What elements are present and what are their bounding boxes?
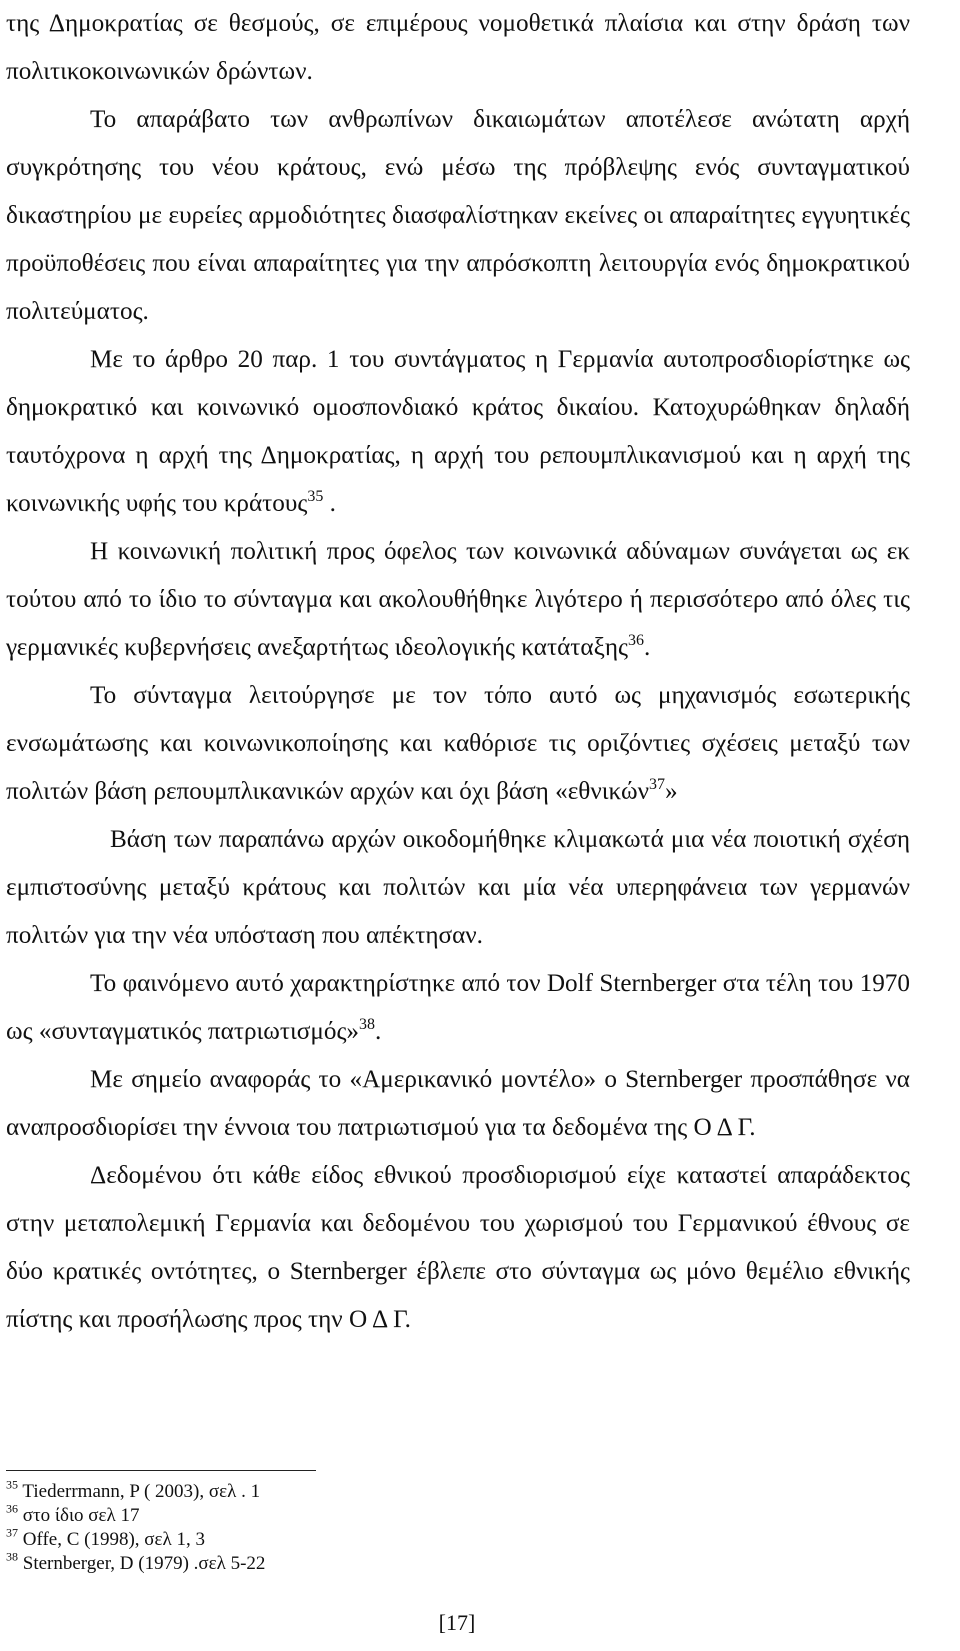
footnote-text: Tiederrmann, P ( 2003), σελ . 1 bbox=[22, 1481, 261, 1502]
paragraph-national-identity: Δεδομένου ότι κάθε είδος εθνικού προσδιορισμού είχε καταστεί απαράδεκτος στην μεταπολεμική Γερμανία και δεδομένου του χωρισμού του Γερμανικού έθνους σε δύο κρατικές οντότητες, ο Sternberger έβλεπε στο σύνταγμα ως μόνο θεμέλιο εθνικής πίστης και προσήλωσης προς την Ο Δ Γ. bbox=[6, 1162, 910, 1333]
footnote-ref-36[interactable]: 36 bbox=[627, 632, 644, 650]
paragraph-continuation: της Δημοκρατίας σε θεσμούς, σε επιμέρους νομοθετικά πλαίσια και στην δράση των πολιτικοκοινωνικών δρώντων. bbox=[6, 10, 910, 85]
footnotes bbox=[6, 1477, 606, 1576]
footnote-ref-37[interactable]: 37 bbox=[648, 776, 665, 794]
paragraph-tail: . bbox=[323, 490, 336, 517]
paragraph-trust-relationship: Βάση των παραπάνω αρχών οικοδομήθηκε κλιμακωτά μια νέα ποιοτική σχέση εμπιστοσύνης μεταξύ κράτους και πολιτών και μία νέα υπερηφάνεια των γερμανών πολιτών για την νέα υπόσταση που απέκτησαν. bbox=[6, 826, 910, 949]
footnote-35 bbox=[6, 1477, 606, 1504]
footnote-ref-38[interactable]: 38 bbox=[359, 1016, 376, 1034]
paragraph-text: Η κοινωνική πολιτική προς όφελος των κοινωνικά αδύναμων συνάγεται ως εκ τούτου από το ίδιο το σύνταγμα και ακολουθήθηκε λιγότερο ή περισσότερο από όλες τις γερμανικές κυβερνήσεις ανεξαρτήτως ιδεολογικής κατάταξης bbox=[6, 538, 910, 661]
footnote-number: 35 bbox=[6, 1477, 18, 1492]
paragraph-tail: . bbox=[375, 1018, 382, 1045]
paragraph-article-20 bbox=[6, 336, 910, 528]
footnote-ref-35[interactable]: 35 bbox=[307, 488, 324, 506]
footnote-36 bbox=[6, 1501, 606, 1528]
paragraph-constitution-mechanism bbox=[6, 672, 910, 816]
paragraph-text: Το σύνταγμα λειτούργησε με τον τόπο αυτό ως μηχανισμός εσωτερικής ενσωμάτωσης και κοινωνικοποίησης και καθόρισε τις οριζόντιες σχέσεις μεταξύ των πολιτών βάση ρεπουμπλικανικών αρχών και όχι βάση «εθνικών bbox=[6, 682, 910, 805]
paragraph-constitutional-patriotism bbox=[6, 960, 910, 1056]
document-body bbox=[6, 0, 910, 1344]
footnote-number: 37 bbox=[6, 1525, 18, 1540]
footnote-number: 36 bbox=[6, 1501, 18, 1516]
footnote-text: Sternberger, D (1979) .σελ 5-22 bbox=[22, 1553, 266, 1574]
paragraph-text: Το φαινόμενο αυτό χαρακτηρίστηκε από τον Dolf Sternberger στα τέλη του 1970 ως «συνταγματικός πατριωτισμός» bbox=[6, 970, 910, 1045]
paragraph-text: Με το άρθρο 20 παρ. 1 του συντάγματος η Γερμανία αυτοπροσδιορίστηκε ως δημοκρατικό και κοινωνικό ομοσπονδιακό κράτος δικαίου. Κατοχυρώθηκαν δηλαδή ταυτόχρονα η αρχή της Δημοκρατίας, η αρχή του ρεπουμπλικανισμού και η αρχή της κοινωνικής υφής του κράτους bbox=[6, 346, 910, 517]
footnote-37 bbox=[6, 1525, 606, 1552]
paragraph-american-model: Με σημείο αναφοράς το «Αμερικανικό μοντέλο» ο Sternberger προσπάθησε να αναπροσδιορίσει την έννοια του πατριωτισμού για τα δεδομένα της Ο Δ Γ. bbox=[6, 1066, 910, 1141]
footnote-38 bbox=[6, 1549, 606, 1576]
paragraph-tail: . bbox=[643, 634, 651, 661]
paragraph-tail: » bbox=[664, 778, 678, 805]
page-number: [17] bbox=[438, 1610, 476, 1635]
footnote-separator bbox=[6, 1470, 316, 1471]
paragraph-human-rights: Το απαράβατο των ανθρωπίνων δικαιωμάτων αποτέλεσε ανώτατη αρχή συγκρότησης του νέου κράτους, ενώ μέσω της πρόβλεψης ενός συνταγματικού δικαστηρίου με ευρείες αρμοδιότητες διασφαλίστηκαν εκείνες οι απαραίτητες εγγυητικές προϋποθέσεις που είναι απαραίτητες για την απρόσκοπτη λειτουργία ενός δημοκρατικού πολιτεύματος. bbox=[6, 106, 910, 325]
footnote-number: 38 bbox=[6, 1549, 18, 1564]
footnote-text: Offe, C (1998), σελ 1, 3 bbox=[22, 1529, 205, 1550]
footnote-text: στο ίδιο σελ 17 bbox=[22, 1505, 140, 1526]
paragraph-social-policy bbox=[6, 528, 910, 672]
